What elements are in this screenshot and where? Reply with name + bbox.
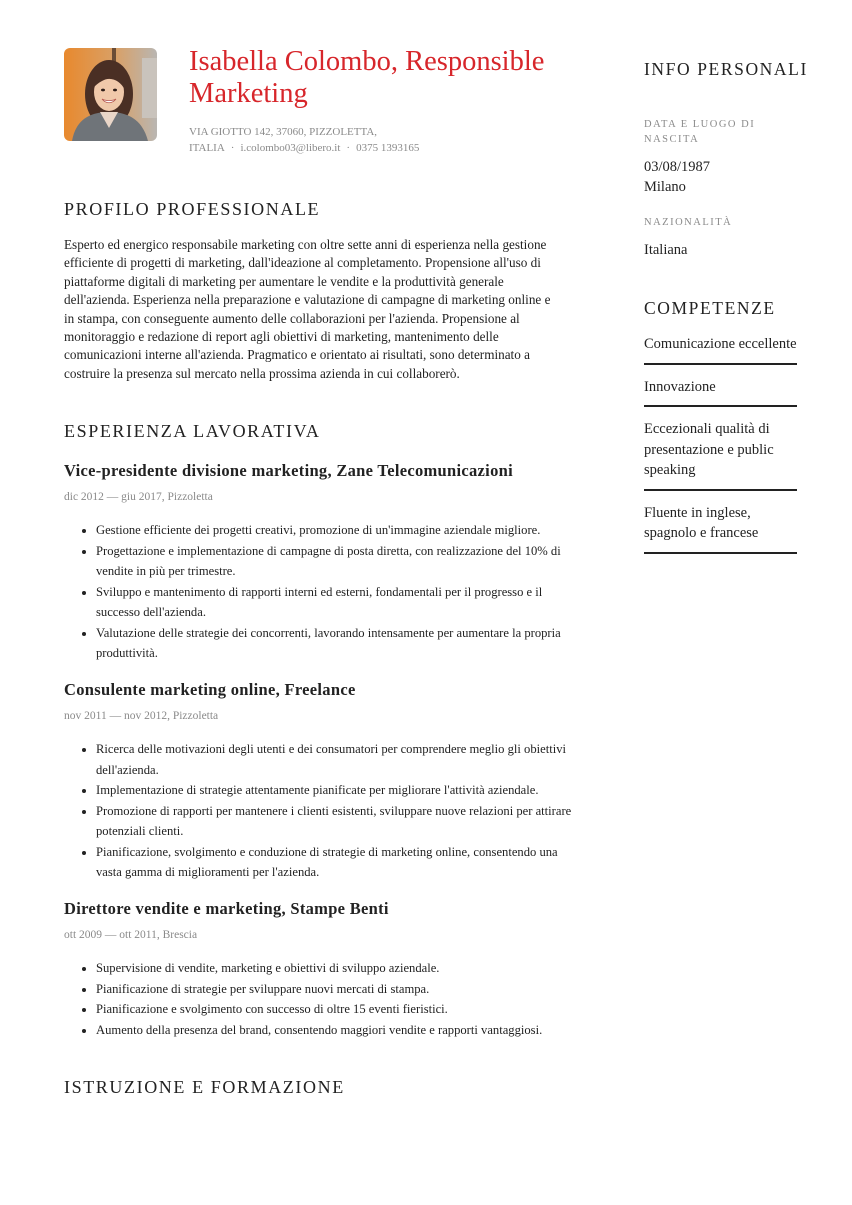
education-section-title: ISTRUZIONE E FORMAZIONE <box>64 1077 345 1097</box>
separator: · <box>346 142 351 154</box>
job-entry <box>64 680 574 883</box>
job-bullet: • Gestione efficiente dei progetti creativi, promozione di un'immagine aziendale migliore. <box>96 520 574 541</box>
job-bullet: • Pianificazione, svolgimento e conduzione di strategie di marketing online, consentendo una vasta gamma di miglioramenti per l'azienda. <box>96 842 574 883</box>
candidate-name: Isabella Colombo, Responsible Marketing <box>189 46 545 109</box>
skills-title: COMPETENZE <box>644 298 776 318</box>
skill-item: Fluente in inglese, spagnolo e francese <box>644 503 797 554</box>
skill-item: Eccezionali qualità di presentazione e public speaking <box>644 419 797 491</box>
job-title: Vice-presidente divisione marketing, Zane Telecomunicazioni <box>64 461 513 480</box>
job-bullet: • Implementazione di strategie attentamente pianificate per migliorare l'attività aziendale. <box>96 780 574 801</box>
skill-item: Innovazione <box>644 377 797 408</box>
profile-summary: Esperto ed energico responsabile marketing con oltre sette anni di esperienza nella gestione efficiente di progetti di marketing, dall'ideazione al completamento. Propensione all'uso di piattaforme digitali di marketing per aumentare le vendite e la produttività generale dell'azienda. Esperienza nella preparazione e valutazione di campagne di marketing online e in stampa, con conseguente aumento delle collaborazioni per l'azienda. Propensione al monitoraggio e redazione di report agli obiettivi di marketing, mantenimento delle comunicazioni interne all'azienda. Pragmatico e orientato ai risultati, sono determinato a costruire la presenza sul mercato nella prossima azienda in cui collaborerò. <box>64 237 551 381</box>
birth-label: DATA E LUOGO DI NASCITA <box>644 119 756 145</box>
job-dates-location: ott 2009 — ott 2011, Brescia <box>64 929 198 941</box>
job-entry <box>64 899 574 1040</box>
job-bullet: • Supervisione di vendite, marketing e obiettivi di sviluppo aziendale. <box>96 958 574 979</box>
email-link[interactable]: i.colombo03@libero.it <box>240 142 341 154</box>
nationality-label: NAZIONALITÀ <box>644 217 733 228</box>
separator: · <box>230 142 235 154</box>
job-bullet: • Pianificazione di strategie per sviluppare nuovi mercati di stampa. <box>96 979 574 1000</box>
job-bullet-list <box>64 520 574 664</box>
job-title: Direttore vendite e marketing, Stampe Benti <box>64 899 389 918</box>
skill-item: Comunicazione eccellente <box>644 334 797 365</box>
job-bullet-list <box>64 739 574 883</box>
job-bullet-list <box>64 958 574 1040</box>
job-bullet: • Promozione di rapporti per mantenere i clienti esistenti, sviluppare nuove relazioni per attirare potenziali clienti. <box>96 801 574 842</box>
profile-section-title: PROFILO PROFESSIONALE <box>64 199 321 219</box>
experience-section-title: ESPERIENZA LAVORATIVA <box>64 421 321 441</box>
portrait-image <box>64 48 157 141</box>
birth-place: Milano <box>644 179 686 195</box>
job-entry <box>64 461 574 664</box>
birth-date: 03/08/1987 <box>644 159 711 175</box>
contact-info <box>189 124 559 156</box>
job-bullet: • Sviluppo e mantenimento di rapporti interni ed esterni, fondamentali per il progresso e il successo dell'azienda. <box>96 582 574 623</box>
job-bullet: • Pianificazione e svolgimento con successo di oltre 15 eventi fieristici. <box>96 999 574 1020</box>
phone-text: 0375 1393165 <box>356 142 420 154</box>
job-bullet: • Aumento della presenza del brand, consentendo maggiori vendite e rapporti vantaggiosi. <box>96 1020 574 1041</box>
nationality-value: Italiana <box>644 242 688 258</box>
job-dates-location: nov 2011 — nov 2012, Pizzoletta <box>64 710 219 722</box>
job-title: Consulente marketing online, Freelance <box>64 680 356 699</box>
job-bullet: • Valutazione delle strategie dei concorrenti, lavorando intensamente per aumentare la propria produttività. <box>96 623 574 664</box>
job-bullet: • Ricerca delle motivazioni degli utenti e dei consumatori per comprendere meglio gli obiettivi dell'azienda. <box>96 739 574 780</box>
address-text: VIA GIOTTO 142, 37060, PIZZOLETTA, ITALIA <box>189 126 378 154</box>
profile-photo <box>64 48 157 141</box>
job-bullet: • Progettazione e implementazione di campagne di posta diretta, con realizzazione del 10% di vendite in più per trimestre. <box>96 541 574 582</box>
personal-info-title: INFO PERSONALI <box>644 59 808 79</box>
job-dates-location: dic 2012 — giu 2017, Pizzoletta <box>64 491 213 503</box>
skills-list <box>644 334 797 566</box>
